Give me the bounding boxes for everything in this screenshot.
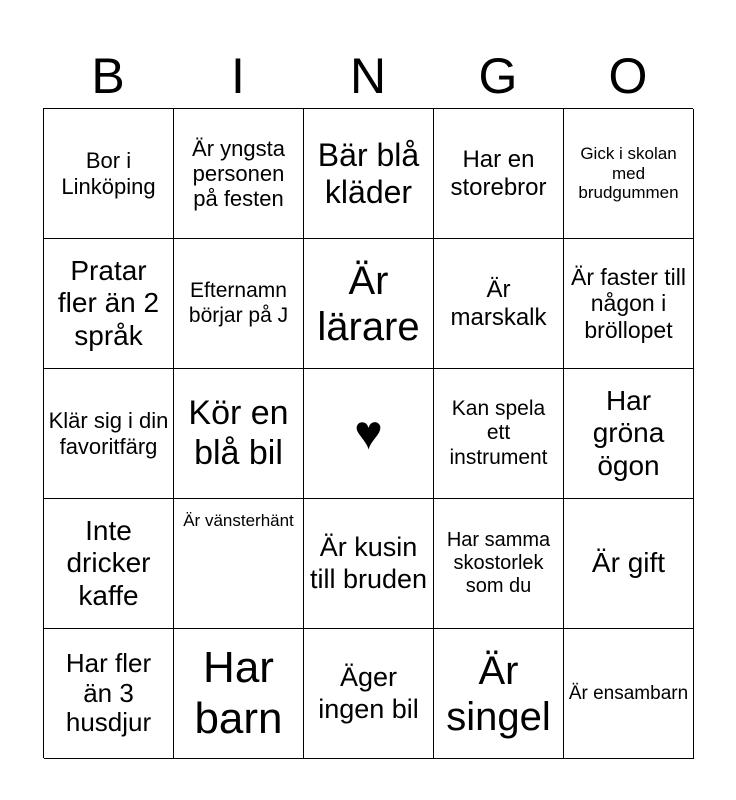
header-letter-n: N — [349, 48, 387, 104]
bingo-cell[interactable]: Kan spela ett instrument — [434, 369, 564, 499]
bingo-cell[interactable]: Är faster till någon i bröllopet — [564, 239, 694, 369]
bingo-cell[interactable]: Är yngsta personen på festen — [174, 109, 304, 239]
bingo-cell[interactable]: Är marskalk — [434, 239, 564, 369]
bingo-cell[interactable]: Har fler än 3 husdjur — [44, 629, 174, 759]
bingo-cell[interactable]: Klär sig i din favoritfärg — [44, 369, 174, 499]
bingo-cell[interactable]: Har gröna ögon — [564, 369, 694, 499]
header-letter-b: B — [91, 48, 125, 104]
bingo-cell[interactable]: Är singel — [434, 629, 564, 759]
header-letter-i: I — [231, 48, 245, 104]
bingo-cell[interactable]: Äger ingen bil — [304, 629, 434, 759]
bingo-header — [43, 44, 693, 108]
bingo-cell[interactable]: Har samma skostorlek som du — [434, 499, 564, 629]
bingo-cell[interactable]: Är vänsterhänt — [174, 499, 304, 629]
bingo-cell[interactable]: Är gift — [564, 499, 694, 629]
bingo-cell[interactable]: Är ensambarn — [564, 629, 694, 759]
free-space-heart-icon: ♥ — [304, 369, 434, 499]
bingo-cell[interactable]: Bär blå kläder — [304, 109, 434, 239]
header-letter-g: G — [478, 48, 518, 104]
bingo-cell[interactable]: Efternamn börjar på J — [174, 239, 304, 369]
header-letter-o: O — [608, 48, 648, 104]
bingo-cell[interactable]: Inte dricker kaffe — [44, 499, 174, 629]
bingo-cell[interactable]: Är lärare — [304, 239, 434, 369]
bingo-cell[interactable]: Är kusin till bruden — [304, 499, 434, 629]
bingo-cell[interactable]: Har en storebror — [434, 109, 564, 239]
bingo-cell[interactable]: Gick i skolan med brudgummen — [564, 109, 694, 239]
bingo-cell[interactable]: Har barn — [174, 629, 304, 759]
bingo-grid — [43, 108, 693, 758]
bingo-cell[interactable]: Bor i Linköping — [44, 109, 174, 239]
bingo-cell[interactable]: Kör en blå bil — [174, 369, 304, 499]
bingo-cell[interactable]: Pratar fler än 2 språk — [44, 239, 174, 369]
